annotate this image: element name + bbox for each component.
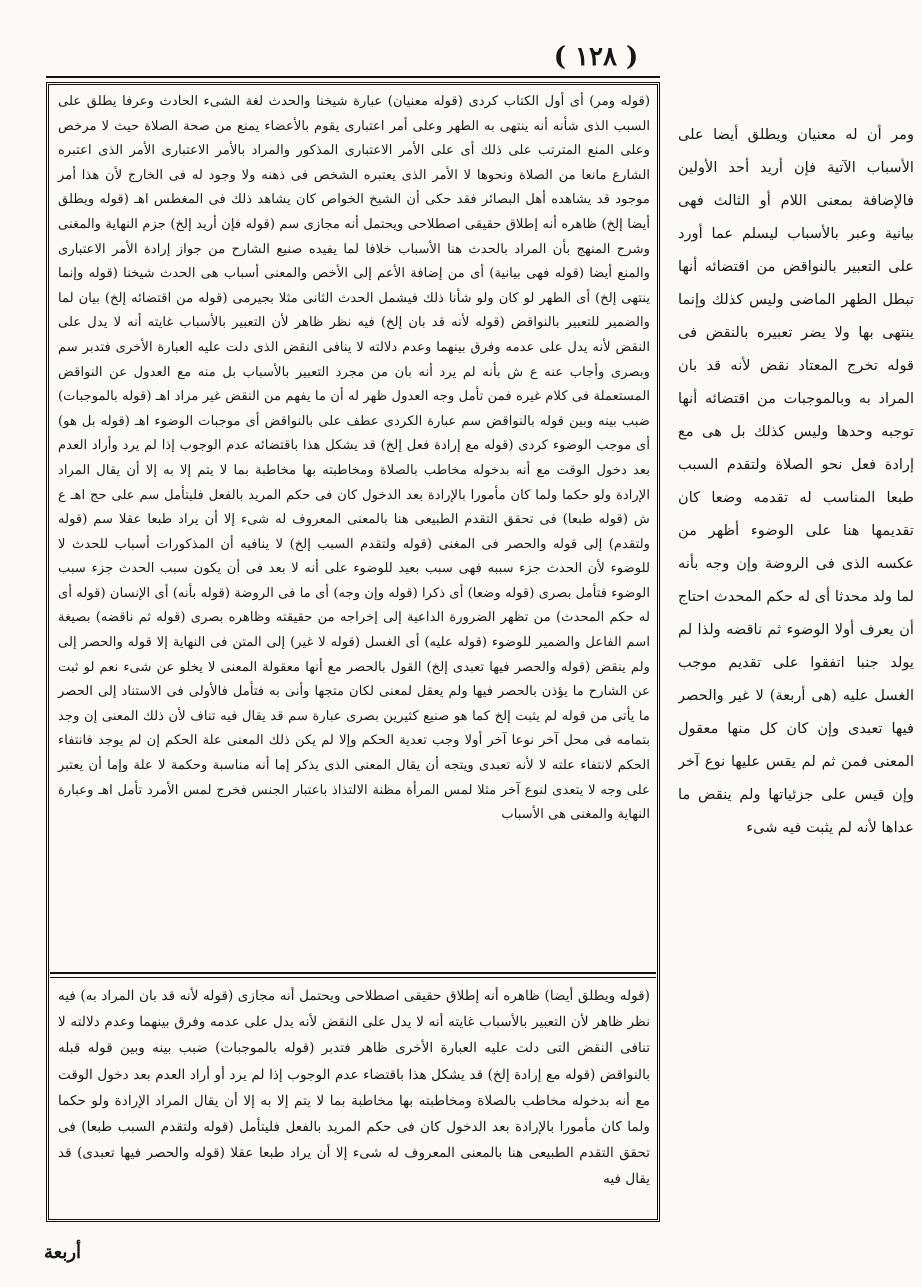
commentary-block: (قوله ومر) أى أول الكتاب كردى (قوله معنيان) عبارة شيخنا والحدث لغة الشىء الحادث وعرفا يطلق على السبب الذى شأنه أنه ينتهى به الطهر وعلى أمر اعتبارى يقوم بالأعضاء يمنع من صحة الصلاة حيث لا مرخص وعلى المنع المترتب على ذلك أى على الأمر الاعتبارى المذكور والمراد بالأمر الاعتبارى الأمر الذى اعتبره الشارع مانعا من الصلاة ونحوها لا الأمر الذى يعتبره الشخص فى ذهنه ولا وجود له فى الخارج لأن هذا أمر موجود قد يشاهده أهل البصائر فقد حكى أن الشيخ الخواص كان يشاهد ذلك فى المغطس اهـ (قوله ويطلق أيضا إلخ) ظاهره أنه إطلاق حقيقى اصطلاحى ويحتمل أنه مجازى سم (قوله فإن أريد إلخ) جزم النهاية والمغنى وشرح المنهج بأن المراد بالحدث هنا الأسباب خلافا لما يفيده صنيع الشارح من جواز إرادة الأمر الاعتبارى والمنع أيضا (قوله فهى بيانية) أى من إضافة الأعم إلى الأخص والمعنى أسباب هى الحدث شيخنا (قوله وإنما ينتهى إلخ) أى الطهر لو كان ولو شأنا ذلك فيشمل الحدث الثانى مثلا بجيرمى (قوله من اقتضائه إلخ) بيان لما والضمير للتعبير بالنواقض (قوله لأنه قد بان إلخ) فيه نظر ظاهر لأن التعبير بالأسباب غايته أنه لا يدل على النقض لأنه يدل على عدمه وفرق بينهما وعدم دلالته لا ينافى النقض الذى دلت عليه العبارة الأخرى فتدبر سم وبصرى وأجاب عنه ع ش بأنه لم يرد أنه بان من مجرد التعبير بالأسباب بل منه مع العدول عن النواقض المستعملة فى كلام غيره فمن تأمل وجه العدول ظهر له أن ما يفهم من النقض غير مراد اهـ (قوله بالموجبات) ضبب بينه وبين قوله بالنواقض سم عبارة الكردى عطف على بالنواقض أى موجبات الوضوء اهـ (قوله بل هو) أى موجب الوضوء كردى (قوله مع إرادة فعل إلخ) قد يشكل هذا باقتضائه عدم الوجوب إذا لم يرد وأراد العدم بعد دخول الوقت مع أنه بدخوله مخاطب بالصلاة ومخاطبته بها مخاطبة بما لا يتم إلا به إلا أن يقال المراد الإرادة ولو حكما ولما كان مأمورا بالإرادة بعد الدخول كان فى حكم المريد بالفعل فليتأمل سم على حج اهـ ع ش (قوله طبعا) فى تحقق التقدم الطبيعى هنا بالمعنى المعروف له شىء إلا أن يراد طبعا عقلا سم (قوله ولتقدم) إلى قوله والحصر فى المغنى (قوله ولتقدم السبب إلخ) لا ينافيه أن المذكورات أسباب للحدث لا للوضوء لأن الحدث جزء سببه فهى سبب بعيد للوضوء على أنه لا بعد فى أن يكون سبب الحدث جزء سبب الوضوء فتأمل بصرى (قوله وضعا) أى ذكرا (قوله وإن وجه) أى ما فى الروضة (قوله بأنه) أى الإنسان (قوله أى له حكم المحدث) من تظهر الضرورة الداعية إلى إخراجه من حقيقته وظاهره بصرى (قوله ثم ناقضه) بصيغة اسم الفاعل والضمير للوضوء (قوله عليه) أى الغسل (قوله لا غير) إلى المتن فى النهاية إلا قوله والحصر إلى ولم ينقض (قوله والحصر فيها تعبدى إلخ) القول بالحصر مع أنها معقولة المعنى لا يخلو عن شىء نعم لو ثبت عن الشارح ما يؤذن بالحصر فيها ولم يعقل لمعنى لكان متجها وأنى به فتأمل فالأولى فى الاستناد إلى الحصر ما يأتى من قوله لم يثبت إلخ كما هو صنيع كثيرين بصرى عبارة سم قد يقال فيه تناف لأن ذلك المعنى إن وجد بتمامه فى محل آخر نوعا آخر أولا وجب تعدية الحكم وإلا لم يكن ذلك المعنى علة الحكم إن لم يوجد فانتفاء الحكم لانتفاء علته لا لأنه تعبدى ويتجه أن يقال المعنى الذى يذكر إما أنه مناسبة وحكمة لا علة وإما أن يعتبر على وجه لا يتعدى لنوع آخر مثلا لمس المرأة مظنة الالتذاذ باعتبار الجنس فخرج لمس الأمرد تأمل اهـ وعبارة النهاية والمغنى هى الأسباب (58, 94, 650, 823)
footnote-block: (قوله ويطلق أيضا) ظاهره أنه إطلاق حقيقى اصطلاحى ويحتمل أنه مجازى (قوله لأنه قد بان المراد به) فيه نظر ظاهر لأن التعبير بالأسباب غايته أنه لا يدل على النقض لأنه يدل على عدمه وفرق بينهما وعدم دلالته لا تنافى النقض التى دلت عليه العبارة الأخرى ظاهر فتدبر (قوله بالموجبات) ضبب بينه وبين قوله قبله بالنواقض (قوله مع إرادة إلخ) قد يشكل هذا باقتضاء عدم الوجوب إذا لم يرد أو أراد العدم بعد دخول الوقت مع أنه بدخوله مخاطب بالصلاة ومخاطبته بها مخاطبة بما لا يتم إلا به إلا أن يقال المراد الإرادة ولو حكما ولما كان مأمورا بالإرادة بعد الدخول كان فى حكم المريد بالفعل فليتأمل (قوله ولتقدم السبب طبعا) فى تحقق التقدم الطبيعى هنا بالمعنى المعروف له شىء إلا أن يراد طبعا عقلا (قوله والحصر فيها تعبدى) قد يقال فيه (58, 988, 650, 1188)
catchword: أربعة (44, 1242, 82, 1263)
section-divider (50, 972, 656, 978)
main-text-column: ومر أن له معنيان ويطلق أيضا على الأسباب الآتية فإن أريد أحد الأولين فالإضافة بمعنى اللام أو الثالث فهى بيانية وعبر بالأسباب ليسلم عما أورد على التعبير بالنواقض من اقتضائه أنها تبطل الطهر الماضى وليس كذلك وإنما ينتهى بها ولا يضر تعبيره بالنقض فى قوله تخرج المعتاد نقض لأنه قد بان المراد به وبالموجبات من اقتضائه أنها توجبه وحدها وليس كذلك بل هى مع إرادة فعل نحو الصلاة ولتقدم السبب طبعا المناسب له تقدمه وضعا كان تقديمها هنا على الوضوء أظهر من عكسه الذى فى الروضة وإن وجه بأنه لما ولد محدثا أى له حكم المحدث احتاج أن يعرف أولا الوضوء ثم ناقضه ولذا لم يولد جنبا اتفقوا على تقديم موجب الغسل عليه (هى أربعة) لا غير والحصر فيها تعبدى وإن كان كل منها معقول المعنى فمن ثم لم يقس عليها نوع آخر وإن قيس على جزئياتها ولم ينقض ما عداها لأنه لم يثبت فيه شىء (678, 126, 914, 836)
page-number: ( ١٢٨ ) (553, 42, 639, 72)
header-rule (46, 76, 660, 78)
